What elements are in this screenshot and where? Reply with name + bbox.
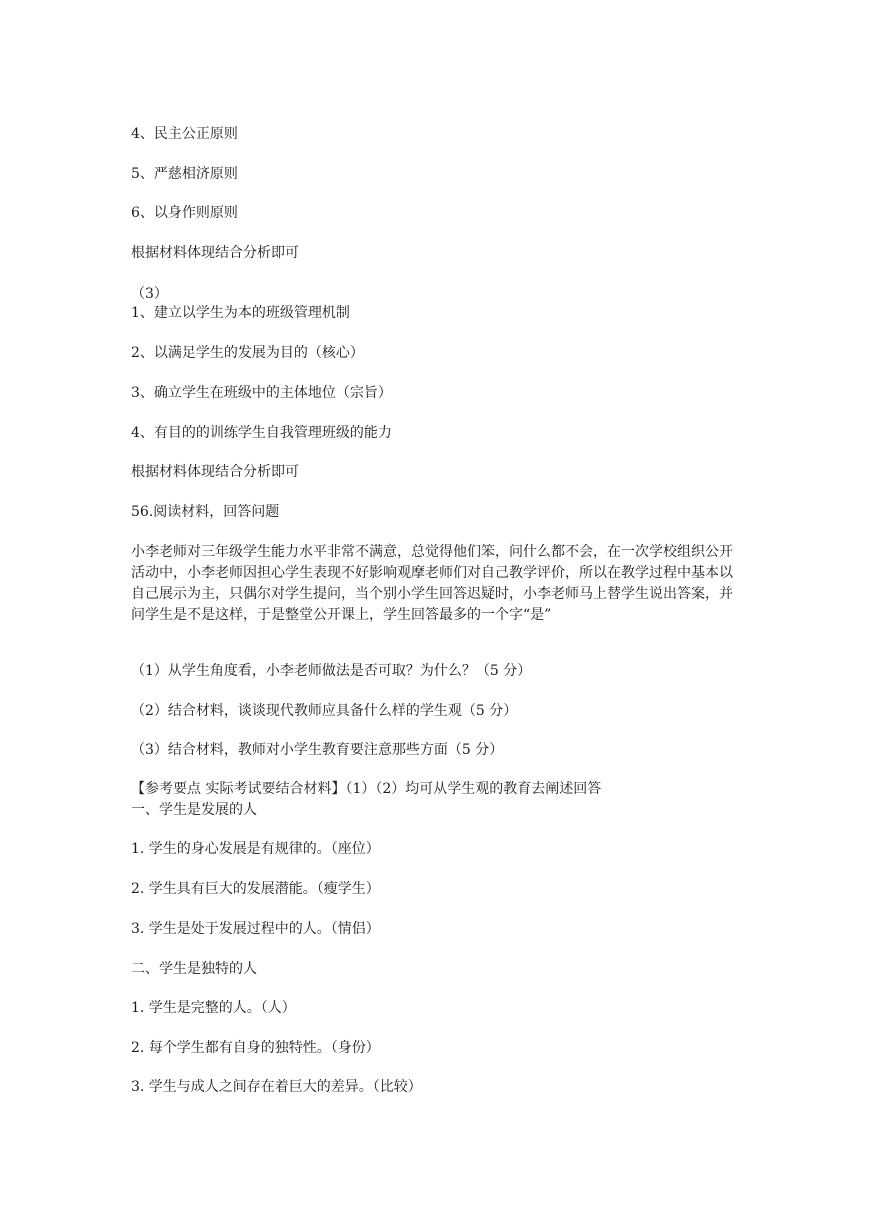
section-heading: 二、学生是独特的人 xyxy=(131,961,257,977)
list-item: 1. 学生是完整的人。（人） xyxy=(131,1000,296,1016)
section-marker-3: （3） xyxy=(131,286,168,302)
list-item: 3. 学生与成人之间存在着巨大的差异。（比较） xyxy=(131,1079,422,1095)
list-item: 1. 学生的身心发展是有规律的。（座位） xyxy=(131,841,380,857)
principle-democratic-fair: 4、民主公正原则 xyxy=(131,126,238,142)
question-heading: 56.阅读材料，回答问题 xyxy=(131,504,280,520)
list-item: 3、确立学生在班级中的主体地位（宗旨） xyxy=(131,385,392,401)
list-item: 2. 学生具有巨大的发展潜能。（瘦学生） xyxy=(131,881,380,897)
analysis-note: 根据材料体现结合分析即可 xyxy=(131,245,299,261)
list-item: 2、以满足学生的发展为目的（核心） xyxy=(131,345,364,361)
list-item: 3. 学生是处于发展过程中的人。（情侣） xyxy=(131,921,380,937)
principle-strict-kind: 5、严慈相济原则 xyxy=(131,166,238,182)
section-heading: 一、学生是发展的人 xyxy=(131,802,257,818)
question-1: （1）从学生角度看，小李老师做法是否可取？为什么？（5 分） xyxy=(131,663,532,679)
answer-reference-heading: 【参考要点 实际考试要结合材料】（1）（2）均可从学生观的教育去阐述回答 xyxy=(131,781,602,797)
list-item: 1、建立以学生为本的班级管理机制 xyxy=(131,305,350,321)
list-item: 4、有目的的训练学生自我管理班级的能力 xyxy=(131,425,392,441)
question-3: （3）结合材料，教师对小学生教育要注意那些方面（5 分） xyxy=(131,742,504,758)
question-2: （2）结合材料，谈谈现代教师应具备什么样的学生观（5 分） xyxy=(131,703,518,719)
list-item: 2. 每个学生都有自身的独特性。（身份） xyxy=(131,1040,380,1056)
reading-material-paragraph: 小李老师对三年级学生能力水平非常不满意，总觉得他们笨，问什么都不会，在一次学校组织公开活动中，小李老师因担心学生表现不好影响观摩老师们对自己教学评价，所以在教学过程中基本以自己展示为主，只偶尔对学生提问，当个别小学生回答迟疑时，小李老师马上替学生说出答案，并问学生是不是这样，于是整堂公开课上，学生回答最多的一个字“是” xyxy=(131,544,733,623)
principle-lead-by-example: 6、以身作则原则 xyxy=(131,205,238,221)
analysis-note: 根据材料体现结合分析即可 xyxy=(131,464,299,480)
